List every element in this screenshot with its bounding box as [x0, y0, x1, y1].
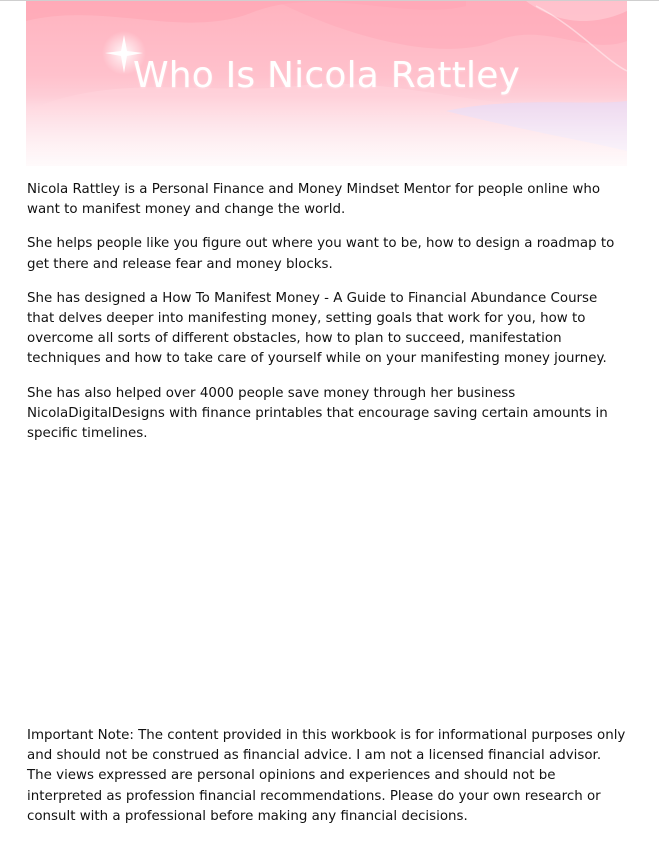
bio-paragraph-course: She has designed a How To Manifest Money - A Guide to Financial Abundance Course that delves deeper into manifesting money, setting goals that work for you, how to overcome all sorts of different obstacles, how to plan to succeed, manifestation techniques and how to take care of yourself while on your manifesting money journey. [27, 290, 607, 367]
bio-paragraph-intro: Nicola Rattley is a Personal Finance and Money Mindset Mentor for people online who want to manifest money and change the world. [27, 182, 601, 218]
title-banner [26, 1, 627, 166]
bio-paragraph-roadmap: She helps people like you figure out where you want to be, how to design a roadmap to get there and release fear and money blocks. [27, 236, 615, 272]
bio-section [27, 180, 627, 458]
bio-paragraph-business: She has also helped over 4000 people save money through her business NicolaDigitalDesigns with finance printables that encourage saving certain amounts in specific timelines. [27, 385, 608, 442]
page-title: Who Is Nicola Rattley [132, 55, 521, 96]
disclaimer-note: Important Note: The content provided in this workbook is for informational purposes only and should not be construed as financial advice. I am not a licensed financial advisor. The views expressed are personal opinions and experiences and should not be interpreted as profession financial recommendations. Please do your own research or consult with a professional before making any financial decisions. [27, 728, 626, 824]
